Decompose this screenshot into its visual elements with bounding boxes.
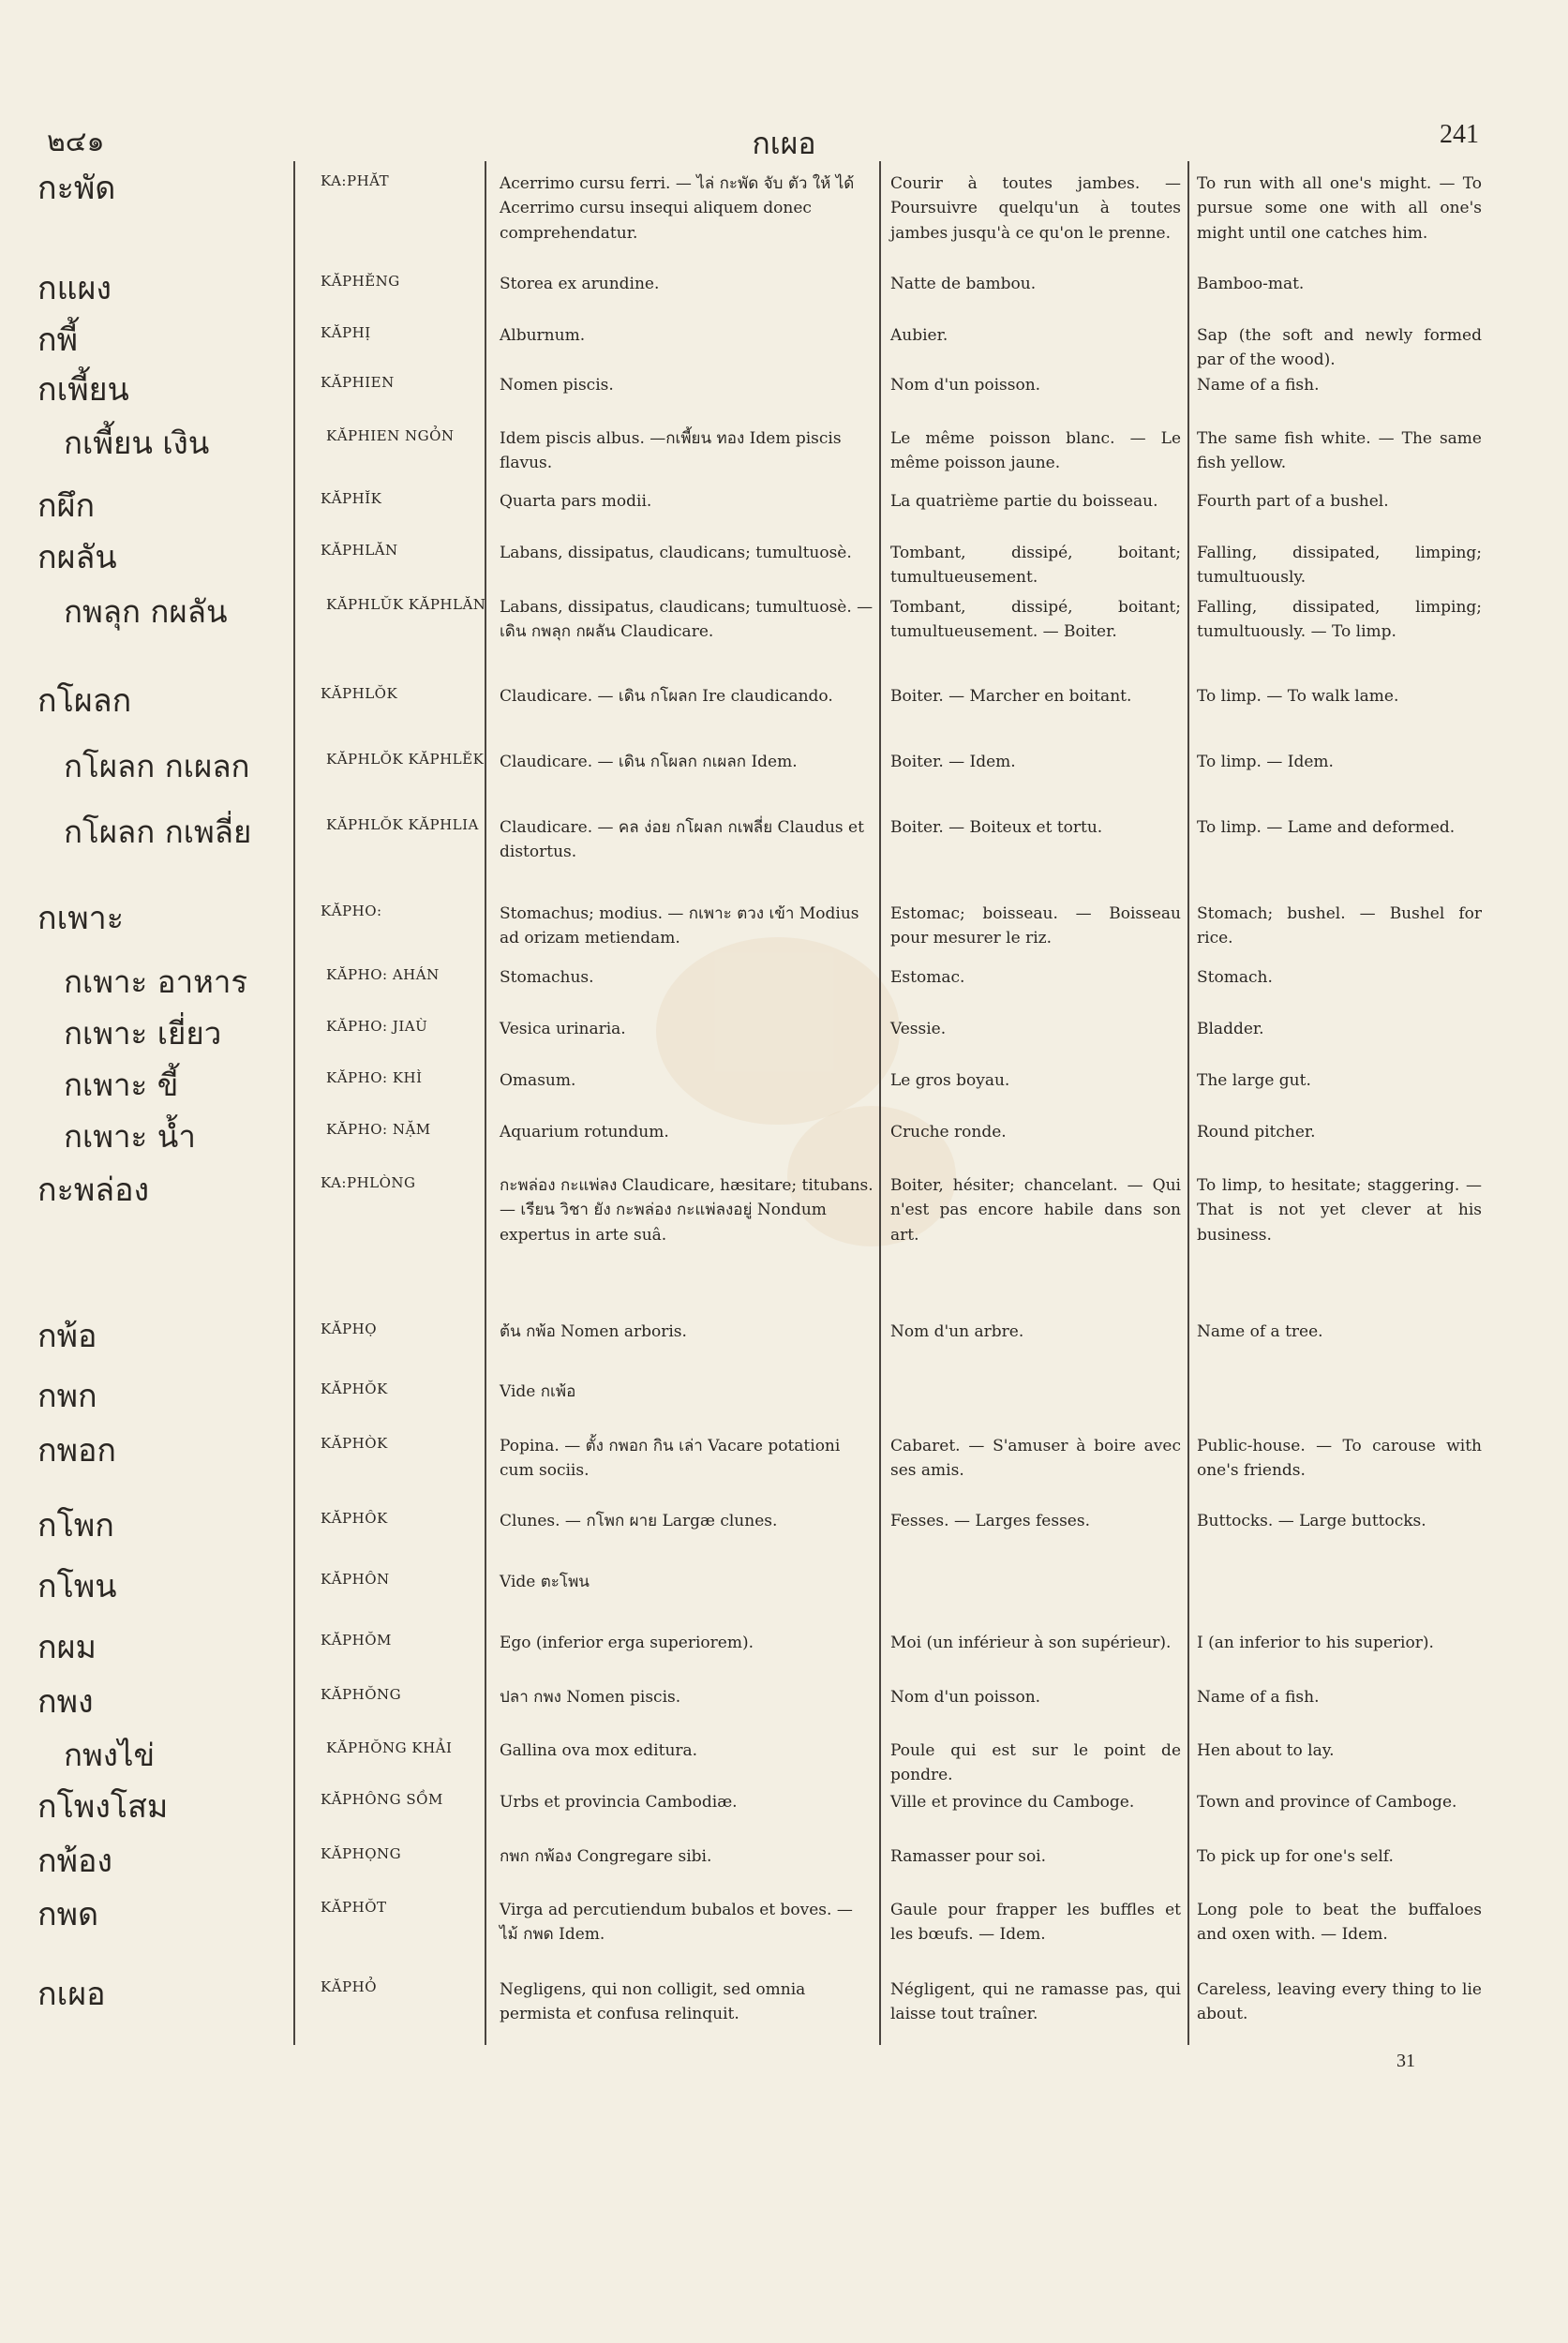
definition-french: Poule qui est sur le point de pondre.: [890, 1741, 1181, 1785]
definition-english: The large gut.: [1197, 1071, 1311, 1090]
definition-english: Name of a tree.: [1197, 1322, 1323, 1341]
definition-french: Ville et province du Camboge.: [890, 1793, 1135, 1812]
headword-roman: KĂPHỊ: [321, 324, 371, 341]
headword-thai: กพง: [37, 1683, 94, 1721]
headword-thai: กโผลก: [37, 682, 132, 720]
definition-french: Tombant, dissipé, boitant; tumultueusement. — Boiter.: [890, 598, 1181, 642]
headword-thai: กผึก: [37, 487, 96, 525]
definition-latin: Stomachus; modius. — กเพาะ ตวง เข้า Modius ad orizam metiendam.: [500, 904, 859, 948]
headword-roman: KĂPHLŎK KĂPHLĔK: [326, 751, 485, 768]
signature-mark: 31: [1396, 2051, 1415, 2071]
definition-latin: Stomachus.: [500, 968, 594, 987]
definition-latin: Nomen piscis.: [500, 376, 614, 395]
definition-french: Natte de bambou.: [890, 275, 1037, 293]
headword-thai: กะพัด: [37, 170, 116, 207]
definition-french: Nom d'un poisson.: [890, 1688, 1041, 1707]
headword-roman: KĂPHO: JIAÙ: [326, 1018, 428, 1035]
headword-thai: กพก: [37, 1378, 97, 1415]
definition-french: Fesses. — Larges fesses.: [890, 1512, 1090, 1530]
definition-latin: Idem piscis albus. —กเพี้ยน ทอง Idem piscis flavus.: [500, 429, 842, 473]
headword-thai: กเพาะ น้ำ: [64, 1118, 196, 1155]
definition-french: La quatrième partie du boisseau.: [890, 492, 1158, 511]
definition-french: Le gros boyau.: [890, 1071, 1010, 1090]
headword-thai: กะพล่อง: [37, 1172, 150, 1209]
definition-latin: กะพล่อง กะแพ่ลง Claudicare, hæsitare; titubans. — เรียน วิชา ยัง กะพล่อง กะแพ่ลงอยู่ Nondum expertus in arte suâ.: [500, 1176, 874, 1245]
definition-french: Ramasser pour soi.: [890, 1847, 1047, 1866]
headword-roman: KĂPHỎ: [321, 1978, 378, 1995]
definition-latin: Clunes. — กโพก ผาย Largæ clunes.: [500, 1512, 778, 1530]
headword-roman: KĂPHLŎK: [321, 685, 398, 702]
definition-english: To pick up for one's self.: [1197, 1847, 1394, 1866]
page-number-thai: ๒๔๑: [47, 126, 105, 158]
headword-roman: KĂPHŎNG KHẢI: [326, 1739, 453, 1756]
definition-latin: Quarta pars modii.: [500, 492, 652, 511]
headword-thai: กเพาะ: [37, 900, 124, 937]
headword-thai: กเพาะ ขี้: [64, 1067, 179, 1103]
definition-latin: ปลา กพง Nomen piscis.: [500, 1688, 681, 1707]
definition-latin: กพก กพ้อง Congregare sibi.: [500, 1847, 712, 1866]
definition-latin: Labans, dissipatus, claudicans; tumultuosè. — เดิน กพลุก กผลัน Claudicare.: [500, 598, 874, 642]
definition-english: Stomach.: [1197, 968, 1273, 987]
headword-roman: KĂPHLĂN: [321, 542, 398, 559]
definition-french: Aubier.: [890, 326, 948, 345]
definition-english: Town and province of Camboge.: [1197, 1793, 1457, 1812]
definition-english: Hen about to lay.: [1197, 1741, 1335, 1760]
definition-english: Falling, dissipated, limping; tumultuously.: [1197, 544, 1482, 588]
definition-french: Gaule pour frapper les buffles et les bœufs. — Idem.: [890, 1901, 1181, 1945]
headword-thai: กโพงโสม: [37, 1788, 169, 1826]
definition-latin: Labans, dissipatus, claudicans; tumultuosè.: [500, 544, 852, 562]
headword-roman: KĂPHO: KHÌ: [326, 1069, 423, 1086]
headword-roman: KĂPHỌNG: [321, 1845, 402, 1862]
definition-english: Bamboo-mat.: [1197, 275, 1305, 293]
definition-french: Boiter. — Marcher en boitant.: [890, 687, 1132, 706]
headword-thai: กเพาะ เยี่ยว: [64, 1015, 222, 1052]
definition-french: Moi (un inférieur à son supérieur).: [890, 1634, 1172, 1652]
definition-french: Le même poisson blanc. — Le même poisson jaune.: [890, 429, 1181, 473]
column-rule: [1187, 161, 1189, 2045]
definition-english: Name of a fish.: [1197, 1688, 1320, 1707]
definition-english: I (an inferior to his superior).: [1197, 1634, 1434, 1652]
headword-roman: KĂPHĔNG: [321, 273, 400, 290]
definition-french: Courir à toutes jambes. — Poursuivre quelqu'un à toutes jambes jusqu'à ce qu'on le prenne.: [890, 174, 1181, 243]
headword-thai: กโพก: [37, 1507, 114, 1545]
headword-roman: KĂPHĬK: [321, 490, 382, 507]
definition-latin: Claudicare. — คล ง่อย กโผลก กเพลี่ย Claudus et distortus.: [500, 818, 864, 862]
headword-roman: KĂPHÔK: [321, 1510, 388, 1527]
headword-roman: KĂPHO:: [321, 903, 382, 919]
definition-latin: Aquarium rotundum.: [500, 1123, 669, 1142]
running-head: กเผอ: [752, 126, 816, 161]
definition-french: Estomac; boisseau. — Boisseau pour mesurer le riz.: [890, 904, 1181, 948]
definition-french: Tombant, dissipé, boitant; tumultueusement.: [890, 544, 1181, 588]
definition-english: To run with all one's might. — To pursue some one with all one's might until one catches him.: [1197, 174, 1482, 243]
definition-french: Boiter. — Idem.: [890, 753, 1016, 771]
definition-french: Cabaret. — S'amuser à boire avec ses amis.: [890, 1437, 1181, 1481]
headword-thai: กพี้: [37, 321, 78, 359]
definition-english: To limp. — Lame and deformed.: [1197, 818, 1456, 837]
headword-roman: KĂPHÒK: [321, 1435, 388, 1452]
headword-thai: กผลัน: [37, 539, 117, 576]
headword-roman: KĂPHLŬK KĂPHLĂN: [326, 596, 486, 613]
definition-english: Fourth part of a bushel.: [1197, 492, 1389, 511]
definition-latin: Claudicare. — เดิน กโผลก กเผลก Idem.: [500, 753, 798, 771]
headword-thai: กเพาะ อาหาร: [64, 963, 248, 1000]
headword-thai: กโผลก กเพลี่ย: [64, 813, 252, 850]
headword-thai: กพ้อง: [37, 1843, 113, 1880]
headword-roman: KĂPHO: AHÁN: [326, 966, 440, 983]
headword-thai: กพงไข่: [64, 1737, 156, 1773]
definition-french: Nom d'un poisson.: [890, 376, 1041, 395]
definition-latin: Acerrimo cursu ferri. — ไล่ กะพัด จับ ตัว ให้ ได้ Acerrimo cursu insequi aliquem donec comprehendatur.: [500, 174, 855, 243]
definition-latin: Alburnum.: [500, 326, 586, 345]
definition-english: Bladder.: [1197, 1020, 1264, 1038]
definition-english: Round pitcher.: [1197, 1123, 1316, 1142]
page-number: 241: [1440, 120, 1479, 149]
definition-english: Name of a fish.: [1197, 376, 1320, 395]
definition-latin: Negligens, qui non colligit, sed omnia permista et confusa relinquit.: [500, 1980, 806, 2024]
definition-latin: Urbs et provincia Cambodiæ.: [500, 1793, 738, 1812]
definition-latin: Storea ex arundine.: [500, 275, 660, 293]
definition-english: Public-house. — To carouse with one's friends.: [1197, 1437, 1482, 1481]
definition-french: Vessie.: [890, 1020, 947, 1038]
definition-latin: Virga ad percutiendum bubalos et boves. — ไม้ กพด Idem.: [500, 1901, 853, 1945]
headword-roman: KĂPHŎM: [321, 1632, 392, 1649]
definition-latin: Ego (inferior erga superiorem).: [500, 1634, 754, 1652]
definition-english: Buttocks. — Large buttocks.: [1197, 1512, 1426, 1530]
headword-roman: KĂPHÔN: [321, 1571, 390, 1588]
headword-thai: กเพี้ยน เงิน: [64, 425, 210, 461]
definition-french: Boiter, hésiter; chancelant. — Qui n'est pas encore habile dans son art.: [890, 1176, 1181, 1245]
definition-english: Falling, dissipated, limping; tumultuously. — To limp.: [1197, 598, 1482, 642]
definition-english: Careless, leaving every thing to lie about.: [1197, 1980, 1482, 2024]
definition-french: Négligent, qui ne ramasse pas, qui laisse tout traîner.: [890, 1980, 1181, 2024]
definition-latin: Claudicare. — เดิน กโผลก Ire claudicando.: [500, 687, 833, 706]
definition-english: To limp. — To walk lame.: [1197, 687, 1399, 706]
definition-latin: Omasum.: [500, 1071, 576, 1090]
definition-english: Stomach; bushel. — Bushel for rice.: [1197, 904, 1482, 948]
headword-roman: KĂPHO: NẶM: [326, 1121, 431, 1138]
headword-roman: KĂPHIEN NGỎN: [326, 427, 455, 444]
headword-roman: KĂPHŎK: [321, 1380, 388, 1397]
headword-thai: กพอก: [37, 1432, 117, 1470]
headword-roman: KA:PHLÒNG: [321, 1174, 416, 1191]
definition-french: Boiter. — Boiteux et tortu.: [890, 818, 1103, 837]
headword-roman: KA:PHĂT: [321, 172, 390, 189]
headword-roman: KĂPHIEN: [321, 374, 395, 391]
headword-roman: KĂPHŎNG: [321, 1686, 402, 1703]
definition-latin: ต้น กพ้อ Nomen arboris.: [500, 1322, 687, 1341]
definition-latin: Vide กเพ้อ: [500, 1382, 576, 1401]
definition-english: The same fish white. — The same fish yellow.: [1197, 429, 1482, 473]
headword-thai: กแผง: [37, 270, 112, 307]
headword-thai: กโพน: [37, 1568, 117, 1605]
headword-roman: KĂPHLŎK KĂPHLIA: [326, 816, 479, 833]
headword-thai: กโผลก กเผลก: [64, 748, 250, 784]
headword-roman: KĂPHỌ: [321, 1321, 378, 1337]
definition-latin: Vide ตะโพน: [500, 1573, 590, 1591]
definition-latin: Popina. — ตั้ง กพอก กิน เล่า Vacare potationi cum sociis.: [500, 1437, 841, 1481]
headword-thai: กพลุก กผลัน: [64, 593, 228, 630]
headword-thai: กพ้อ: [37, 1318, 97, 1355]
definition-latin: Vesica urinaria.: [500, 1020, 626, 1038]
headword-thai: กพด: [37, 1896, 99, 1933]
column-rule: [879, 161, 881, 2045]
definition-english: Long pole to beat the buffaloes and oxen with. — Idem.: [1197, 1901, 1482, 1945]
definition-french: Estomac.: [890, 968, 965, 987]
definition-french: Cruche ronde.: [890, 1123, 1007, 1142]
definition-latin: Gallina ova mox editura.: [500, 1741, 698, 1760]
headword-roman: KĂPHÔNG SỒM: [321, 1791, 443, 1808]
definition-french: Nom d'un arbre.: [890, 1322, 1024, 1341]
headword-thai: กเพี้ยน: [37, 371, 129, 409]
headword-thai: กเผอ: [37, 1976, 106, 2013]
definition-english: Sap (the soft and newly formed par of the wood).: [1197, 326, 1482, 370]
definition-english: To limp. — Idem.: [1197, 753, 1334, 771]
headword-roman: KĂPHŎT: [321, 1899, 387, 1916]
definition-english: To limp, to hesitate; staggering. — That is not yet clever at his business.: [1197, 1176, 1482, 1245]
headword-thai: กผม: [37, 1629, 97, 1666]
